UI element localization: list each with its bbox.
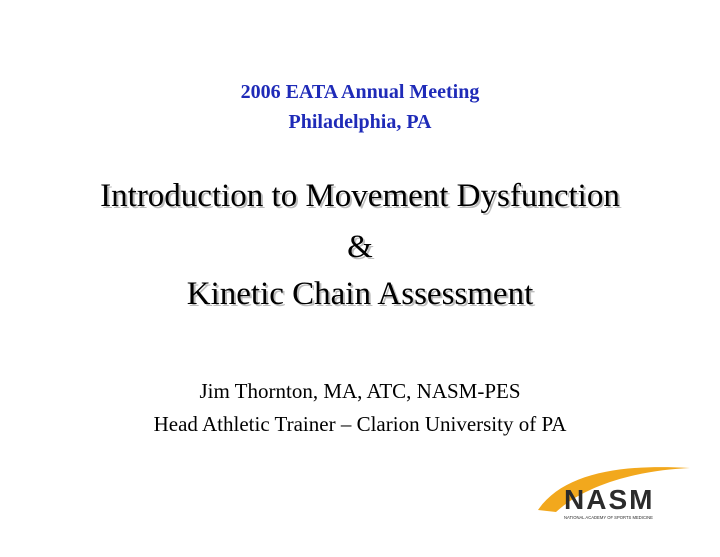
nasm-logo	[534, 462, 694, 532]
meeting-location: Philadelphia, PA	[288, 111, 432, 133]
presentation-title-line-1: Introduction to Movement Dysfunction	[100, 178, 620, 214]
presentation-title-line-2: Kinetic Chain Assessment	[186, 276, 534, 312]
logo-wordmark: NASM	[564, 484, 655, 515]
presenter-name: Jim Thornton, MA, ATC, NASM-PES	[199, 379, 521, 403]
presenter-affiliation: Head Athletic Trainer – Clarion University of PA	[153, 412, 567, 436]
meeting-title: 2006 EATA Annual Meeting	[240, 81, 480, 103]
logo-tagline: NATIONAL ACADEMY OF SPORTS MEDICINE	[564, 515, 653, 520]
presentation-title-ampersand: &	[347, 229, 373, 265]
